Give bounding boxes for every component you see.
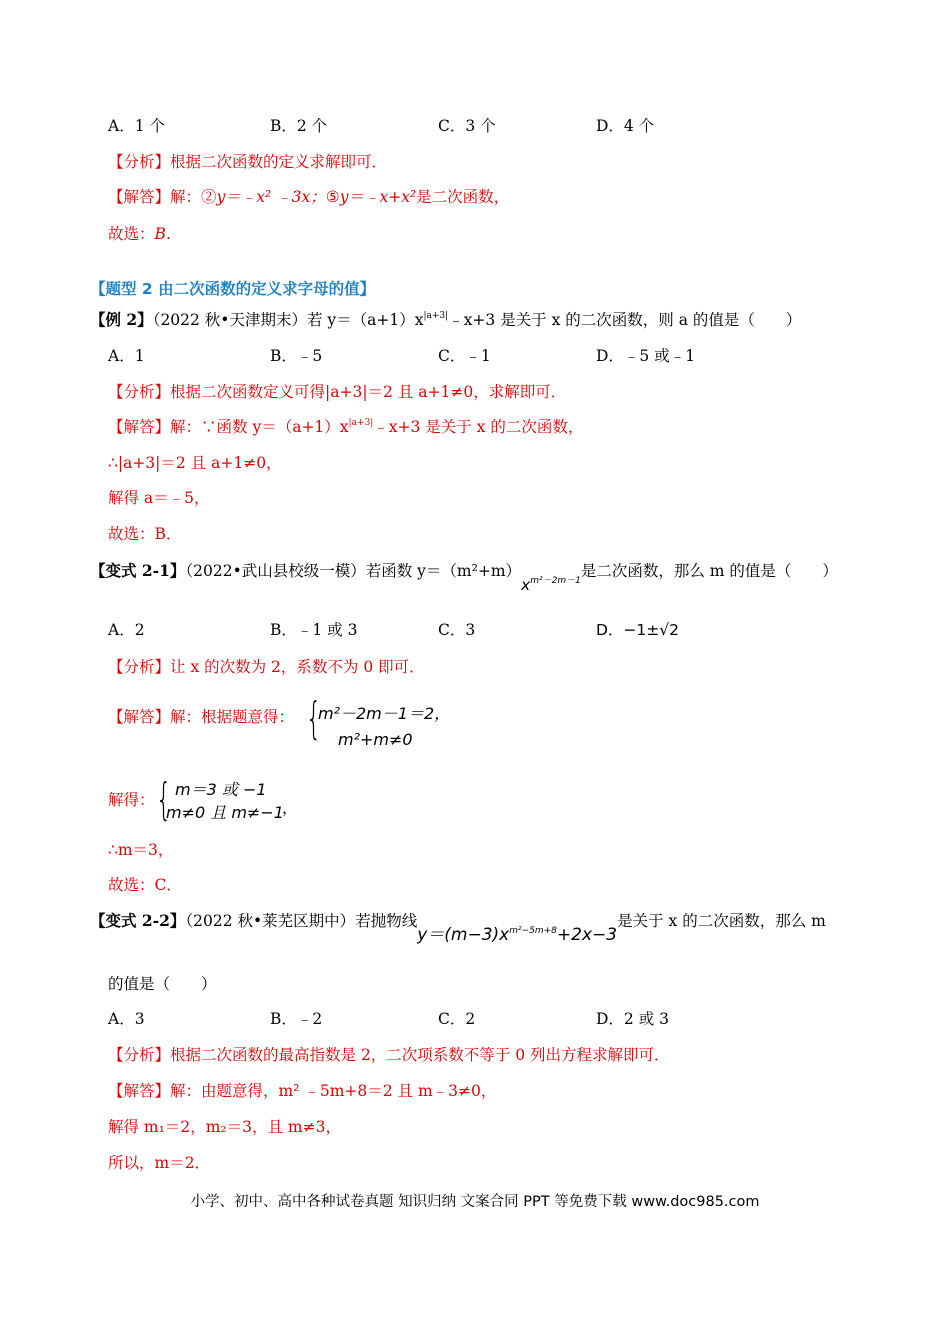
option-c: C．3 个 xyxy=(438,117,496,135)
stem-a: 若抛物线 xyxy=(355,912,418,930)
page-footer: 小学、初中、高中各种试卷真题 知识归纳 文案合同 PPT 等免费下载 www.doc985.com xyxy=(190,1194,760,1210)
ex2-options xyxy=(108,346,828,366)
analysis-text: 根据二次函数定义可得|a+3|＝2 且 a+1≠0，求解即可． xyxy=(170,383,567,401)
q1-analysis xyxy=(108,152,387,172)
stem-b: 是关于 x 的二次函数，那么 m xyxy=(617,912,826,930)
var21-choice: 故选：C． xyxy=(108,876,182,894)
formula xyxy=(417,925,617,945)
section-title: 【题型 2 由二次函数的定义求字母的值】 xyxy=(90,280,376,298)
var21-solve-label: 解得： xyxy=(108,791,155,809)
ex2-line3: 解得 a＝﹣5， xyxy=(108,489,210,507)
stem-x xyxy=(521,576,581,594)
left-brace-1: { xyxy=(306,693,322,744)
variant-2-2-stem xyxy=(90,911,826,945)
ex2-answer xyxy=(108,417,583,437)
q1-options xyxy=(108,116,828,136)
example-2-stem xyxy=(90,310,801,330)
option-a: A．2 xyxy=(108,621,145,639)
system-1-row-2: m²+m≠0 xyxy=(338,730,413,749)
system-2-suffix: ， xyxy=(282,799,298,817)
source: （2022•武山县校级一模） xyxy=(185,562,366,580)
source: （2022 秋•莱芜区期中） xyxy=(185,912,356,930)
formula-b: +2x−3 xyxy=(556,925,618,945)
q1-answer xyxy=(108,187,509,207)
variant-tag: 【变式 2-1】 xyxy=(90,561,186,580)
option-b: B．2 个 xyxy=(270,117,328,135)
answer-suffix: 是二次函数， xyxy=(416,188,510,206)
analysis-text: 根据二次函数的定义求解即可． xyxy=(170,153,388,171)
option-d: D．−1±√2 xyxy=(596,621,680,639)
variant-tag: 【变式 2-2】 xyxy=(90,911,186,930)
answer-text: 解：由题意得，m² ﹣5m+8＝2 且 m﹣3≠0， xyxy=(170,1082,497,1100)
answer-prefix: 解： xyxy=(170,188,202,206)
stem-a: 若函数 y＝（m²+m） xyxy=(365,562,522,580)
circled-2: ② xyxy=(201,188,217,206)
option-d: D．4 个 xyxy=(596,117,655,135)
option-c: C．﹣1 xyxy=(438,347,491,365)
var22-analysis xyxy=(108,1045,670,1065)
var21-answer xyxy=(108,707,294,727)
left-brace-2: { xyxy=(156,774,172,825)
variant-2-2-stem-cont: 的值是（ ） xyxy=(108,975,217,993)
system-2-row-2: m≠0 且 m≠−1 xyxy=(166,803,284,822)
system-1-row-1: m²－2m－1＝2， xyxy=(318,704,451,723)
circled-5: ⑤ xyxy=(325,188,340,206)
option-d: D．2 或 3 xyxy=(596,1010,670,1028)
formula-2: y＝﹣x+x² xyxy=(339,188,417,206)
analysis-tag: 【分析】 xyxy=(108,153,171,171)
option-a: A．3 xyxy=(108,1010,145,1028)
var21-analysis xyxy=(108,657,425,677)
var22-line2: 解得 m₁＝2，m₂＝3，且 m≠3， xyxy=(108,1118,341,1136)
variant-2-1-stem xyxy=(90,561,838,594)
option-d: D．﹣5 或﹣1 xyxy=(596,347,696,365)
analysis-text: 让 x 的次数为 2，系数不为 0 即可． xyxy=(170,658,425,676)
var22-line3: 所以，m＝2． xyxy=(108,1154,211,1172)
formula-1: y＝﹣x² ﹣3x； xyxy=(216,188,326,206)
var22-options xyxy=(108,1009,828,1029)
option-c: C．3 xyxy=(438,621,476,639)
answer-b: ﹣x+3 是关于 x 的二次函数， xyxy=(373,418,584,436)
exponent: m²−5m+8 xyxy=(509,926,557,936)
system-2-row-1: m＝3 或 −1 xyxy=(175,780,267,799)
exponent: |a+3| xyxy=(348,418,374,428)
option-c: C．2 xyxy=(438,1010,476,1028)
ex2-line2: ∴|a+3|＝2 且 a+1≠0， xyxy=(108,454,282,472)
stem-b: 是二次函数，那么 m 的值是（ ） xyxy=(580,562,838,580)
x-symbol: x xyxy=(521,576,531,594)
option-b: B．﹣5 xyxy=(270,347,323,365)
analysis-tag: 【分析】 xyxy=(108,1046,171,1064)
exponent: |a+3| xyxy=(423,311,449,321)
option-b: B．﹣2 xyxy=(270,1010,323,1028)
option-a: A．1 个 xyxy=(108,117,165,135)
var21-options xyxy=(108,620,828,640)
answer-tag: 【解答】 xyxy=(108,1082,171,1100)
ex2-choice: 故选：B． xyxy=(108,525,182,543)
analysis-tag: 【分析】 xyxy=(108,383,171,401)
choice-label: 故选： xyxy=(108,225,155,243)
stem-b: ﹣x+3 是关于 x 的二次函数，则 a 的值是（ ） xyxy=(448,311,802,329)
var22-answer xyxy=(108,1081,496,1101)
analysis-text: 根据二次函数的最高指数是 2，二次项系数不等于 0 列出方程求解即可． xyxy=(170,1046,670,1064)
option-b: B．﹣1 或 3 xyxy=(270,621,358,639)
source: （2022 秋•天津期末） xyxy=(152,311,307,329)
var21-therefore: ∴m＝3， xyxy=(108,841,174,859)
answer-a: 解：∵函数 y＝（a+1）x xyxy=(170,418,349,436)
answer-tag: 【解答】 xyxy=(108,418,171,436)
answer-tag: 【解答】 xyxy=(108,708,171,726)
stem-a: 若 y＝（a+1）x xyxy=(306,311,424,329)
ex2-analysis xyxy=(108,382,566,402)
answer-tag: 【解答】 xyxy=(108,188,171,206)
analysis-tag: 【分析】 xyxy=(108,658,171,676)
q1-choice xyxy=(108,224,181,244)
exponent: m²－2m－1 xyxy=(530,576,581,586)
answer-prefix: 解：根据题意得： xyxy=(170,708,295,726)
choice-letter: B． xyxy=(154,225,182,243)
example-tag: 【例 2】 xyxy=(90,310,153,329)
option-a: A．1 xyxy=(108,347,145,365)
formula-a: y＝(m−3)x xyxy=(417,925,510,945)
